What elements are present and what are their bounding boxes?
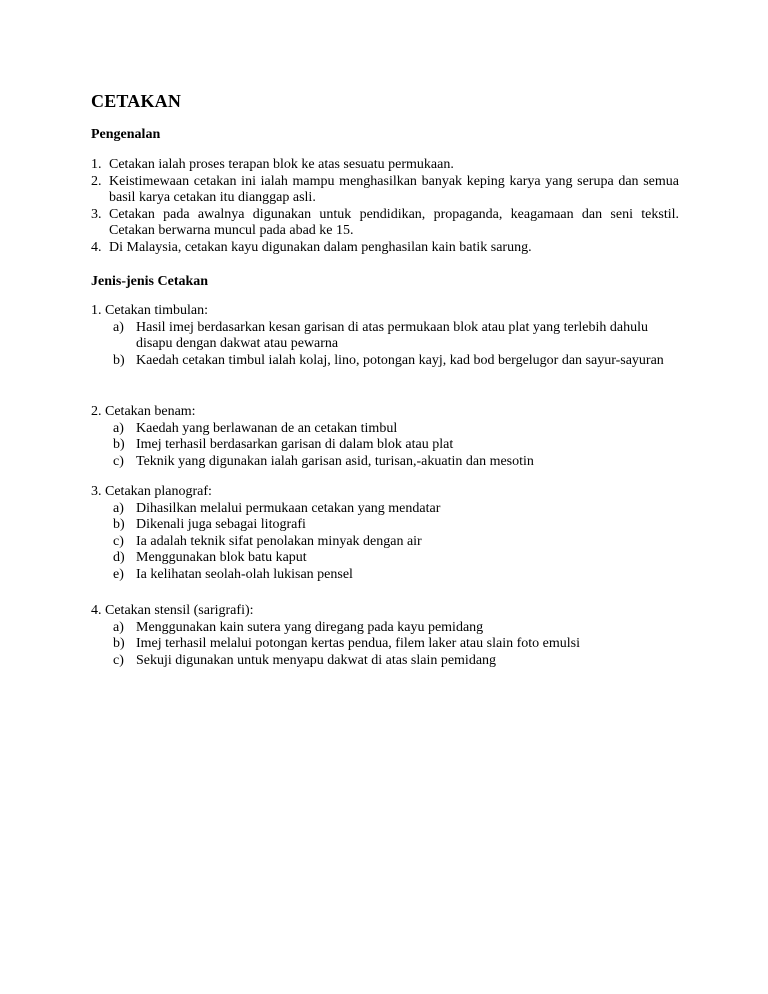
type-title: 2. Cetakan benam: (91, 404, 196, 419)
sub-list (91, 320, 679, 370)
list-letter: b) (113, 437, 125, 452)
sub-item-text: Imej terhasil berdasarkan garisan di dalam blok atau plat (136, 437, 454, 452)
type-title: 3. Cetakan planograf: (91, 484, 212, 499)
sub-item-text: Sekuji digunakan untuk menyapu dakwat di atas slain pemidang (136, 652, 497, 668)
list-number: 1. (91, 157, 102, 172)
sub-item-text: Menggunakan kain sutera yang diregang pada kayu pemidang (136, 619, 484, 635)
type-title: 1. Cetakan timbulan: (91, 303, 209, 318)
sub-item-text: Menggunakan blok batu kaput (136, 550, 307, 565)
list-item-text: Cetakan pada awalnya digunakan untuk pendidikan, propaganda, keagamaan dan seni tekstil. Cetakan berwarna muncul pada abad ke 15. (109, 206, 679, 238)
sub-item (91, 517, 679, 534)
list-letter: c) (113, 652, 124, 668)
sub-item-text: Dikenali juga sebagai litografi (136, 517, 306, 532)
sub-item (91, 567, 679, 584)
sub-item (91, 620, 679, 637)
sub-item (91, 534, 679, 551)
sub-item (91, 550, 679, 567)
list-letter: a) (113, 619, 124, 635)
list-letter: e) (113, 566, 124, 582)
intro-item (91, 157, 679, 174)
sub-item-text: Ia kelihatan seolah-olah lukisan pensel (136, 566, 353, 582)
type-group-benam (91, 404, 679, 470)
list-letter: c) (113, 533, 124, 549)
list-letter: a) (113, 319, 124, 335)
type-group-planograf (91, 484, 679, 583)
sub-item (91, 636, 679, 653)
list-item-text: Di Malaysia, cetakan kayu digunakan dalam penghasilan kain batik sarung. (109, 239, 532, 255)
sub-item-text: Teknik yang digunakan ialah garisan asid, turisan,-akuatin dan mesotin (136, 453, 534, 469)
list-letter: d) (113, 550, 125, 565)
sub-item-text: Dihasilkan melalui permukaan cetakan yang mendatar (136, 500, 441, 516)
list-letter: c) (113, 453, 124, 469)
type-title: 4. Cetakan stensil (sarigrafi): (91, 603, 254, 618)
intro-heading: Pengenalan (91, 127, 161, 142)
type-group-timbulan (91, 303, 679, 369)
sub-item (91, 320, 679, 353)
intro-item (91, 174, 679, 207)
intro-item (91, 207, 679, 240)
sub-list (91, 620, 679, 670)
list-number: 4. (91, 239, 102, 255)
list-letter: a) (113, 420, 124, 436)
sub-item-text: Kaedah cetakan timbul ialah kolaj, lino, potongan kayj, kad bod bergelugor dan sayur-sayuran (136, 352, 664, 368)
intro-item (91, 240, 679, 257)
type-group-stensil (91, 603, 679, 669)
sub-item (91, 501, 679, 518)
list-number: 2. (91, 173, 102, 189)
list-letter: b) (113, 352, 125, 368)
sub-item-text: Ia adalah teknik sifat penolakan minyak dengan air (136, 533, 422, 549)
sub-list (91, 501, 679, 584)
sub-item (91, 421, 679, 438)
types-heading: Jenis-jenis Cetakan (91, 274, 209, 289)
list-letter: b) (113, 636, 125, 651)
document-title: CETAKAN (91, 91, 182, 111)
sub-item (91, 454, 679, 471)
sub-list (91, 421, 679, 471)
list-number: 3. (91, 206, 102, 222)
sub-item (91, 353, 679, 370)
sub-item-text: Hasil imej berdasarkan kesan garisan di atas permukaan blok atau plat yang terlebih dahulu disapu dengan dakwat atau pewarna (136, 319, 648, 351)
list-item-text: Keistimewaan cetakan ini ialah mampu menghasilkan banyak keping karya yang serupa dan semua basil karya cetakan itu dianggap asli. (109, 173, 679, 205)
sub-item-text: Kaedah yang berlawanan de an cetakan timbul (136, 420, 398, 436)
sub-item-text: Imej terhasil melalui potongan kertas pendua, filem laker atau slain foto emulsi (136, 636, 580, 651)
list-item-text: Cetakan ialah proses terapan blok ke atas sesuatu permukaan. (109, 157, 454, 172)
intro-list (91, 157, 679, 256)
list-letter: a) (113, 500, 124, 516)
list-letter: b) (113, 517, 125, 532)
sub-item (91, 653, 679, 670)
sub-item (91, 437, 679, 454)
